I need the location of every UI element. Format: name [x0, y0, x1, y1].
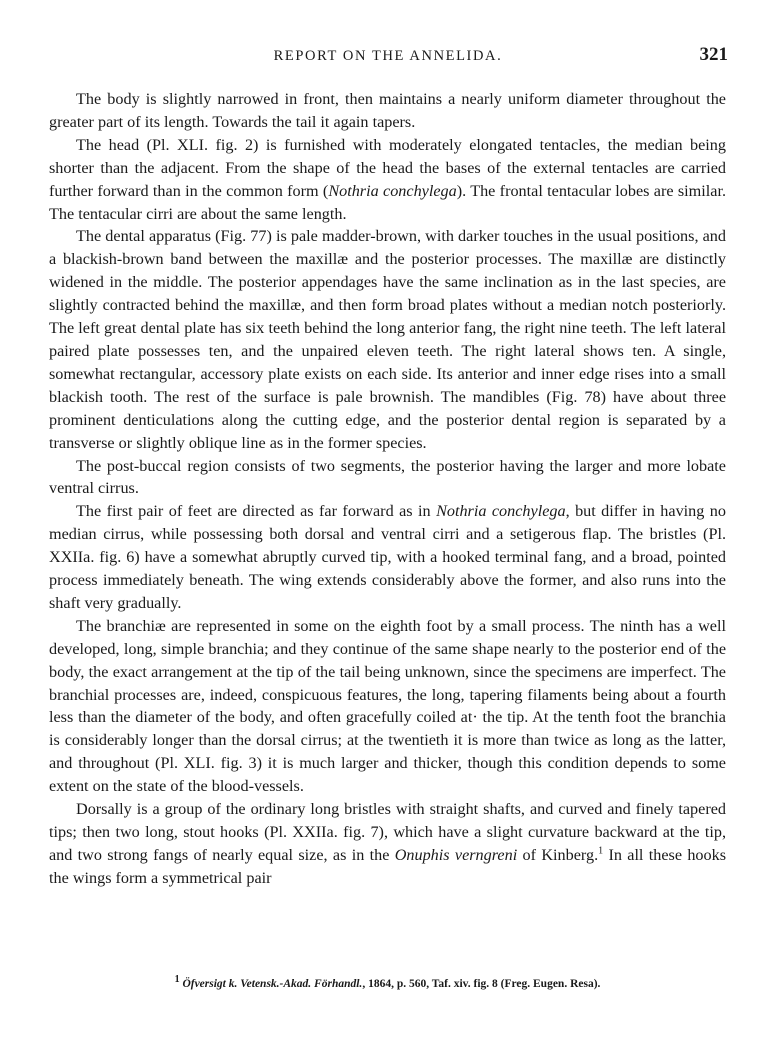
footnote-ref: 1 [598, 845, 604, 857]
footnote-marker: 1 [174, 974, 180, 986]
text-run: ). The frontal tentacular lobes are similar. The tentacular cirri are about the same length. [49, 181, 726, 223]
text-run: Dorsally is a group of the ordinary long bristles with straight shafts, and curved and finely tapered tips; then two long, stout hooks (Pl. XXIIa. fig. 7), which have a slight curvature backward at the tip, and two strong fangs of nearly equal size, as in the [49, 800, 726, 864]
paragraph-first-feet [49, 500, 726, 615]
paragraph-branchiae: The branchiæ are represented in some on the eighth foot by a small process. The ninth has a well developed, long, simple branchia; and they continue of the same shape nearly to the posterior end of the body, the exact arrangement at the tip of the tail being unknown, since the specimens are imperfect. The branchial processes are, indeed, conspicuous features, the long, tapering filaments being about a fourth less than the diameter of the body, and often gracefully coiled at· the tip. At the tenth foot the branchia is considerably longer than the dorsal cirrus; at the twentieth it is more than twice as long as the latter, and throughout (Pl. XLI. fig. 3) it is much larger and thicker, though this condition depends to some extent on the state of the blood-vessels. [49, 616, 726, 796]
paragraph-post-buccal: The post-buccal region consists of two segments, the posterior having the larger and more lobate ventral cirrus. [49, 456, 726, 498]
text-run: , but differ in having no median cirrus, while possessing both dorsal and ventral cirri and a setigerous flap. The bristles (Pl. XXIIa. fig. 6) have a somewhat abruptly curved tip, with a hooked terminal fang, and a broad, pointed process immediately beneath. The wing extends considerably above the former, and also runs into the shaft very gradually. [49, 502, 726, 612]
text-run: The first pair of feet are directed as far forward as in [76, 502, 437, 521]
species-name: Nothria conchylega [328, 181, 457, 200]
running-title: REPORT ON THE ANNELIDA. [273, 48, 503, 64]
page-number: 321 [699, 44, 728, 65]
footnote-text: , 1864, p. 560, Taf. xiv. fig. 8 (Freg. Eugen. Resa). [362, 978, 601, 990]
paragraph-dorsal-bristles [49, 798, 726, 890]
text-run: of Kinberg. [517, 845, 599, 864]
footnote-citation: Öfversigt k. Vetensk.-Akad. Förhandl. [182, 978, 363, 990]
paragraph-body-shape: The body is slightly narrowed in front, then maintains a nearly uniform diameter throughout the greater part of its length. Towards the tail it again tapers. [49, 90, 726, 131]
footnote [49, 976, 726, 992]
body-text [49, 88, 726, 890]
page-header [0, 44, 776, 72]
text-run: In all these hooks the wings form a symmetrical pair [49, 845, 726, 887]
species-name: Nothria conchylega [436, 502, 566, 521]
paragraph-dental-apparatus: The dental apparatus (Fig. 77) is pale madder-brown, with darker touches in the usual positions, and a blackish-brown band between the maxillæ and the posterior processes. The maxillæ are distinctly widened in the middle. The posterior appendages have the same inclination as in the last species, are slightly contracted behind the maxillæ, and then form broad plates without a median notch posteriorly. The left great dental plate has six teeth behind the long anterior fang, the right nine teeth. The left lateral paired plate possesses ten, and the unpaired eleven teeth. The right lateral shows ten. A single, somewhat rectangular, accessory plate exists on each side. Its anterior and inner edge rises into a small blackish tooth. The rest of the surface is pale brownish. The mandibles (Fig. 78) have about three prominent denticulations along the cutting edge, and the posterior dental region is separated by a transverse or slightly oblique line as in the former species. [49, 227, 726, 452]
species-name: Onuphis verngreni [394, 845, 518, 864]
paragraph-head [49, 134, 726, 226]
text-run: The head (Pl. XLI. fig. 2) is furnished with moderately elongated tentacles, the median being shorter than the adjacent. From the shape of the head the bases of the external tentacles are carried further forward than in the common form ( [49, 135, 726, 200]
